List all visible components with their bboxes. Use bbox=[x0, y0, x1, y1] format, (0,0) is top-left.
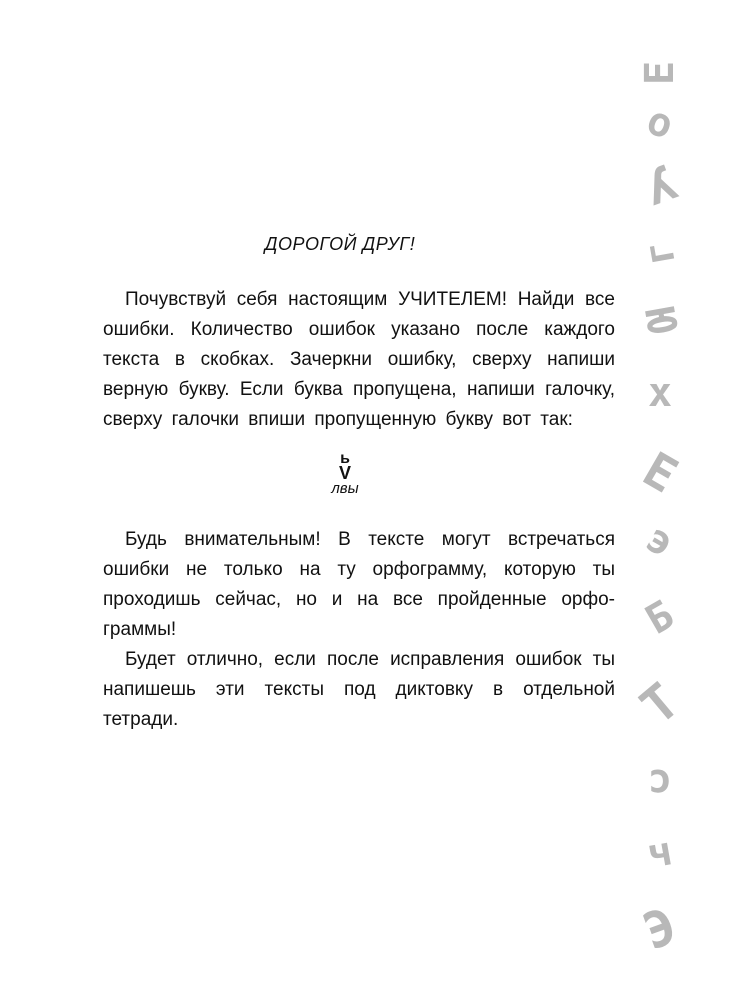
decorative-letter: Б bbox=[638, 592, 682, 644]
decorative-letter: Э bbox=[635, 896, 685, 962]
decorative-letter: Ю bbox=[635, 305, 685, 337]
decorative-letter: ч bbox=[644, 828, 676, 878]
decorative-letter: х bbox=[647, 370, 673, 416]
inserted-letter: ь bbox=[340, 450, 350, 467]
instructions-paragraph bbox=[103, 285, 615, 435]
decorative-letter: У bbox=[636, 151, 684, 215]
paragraph: Почувствуй себя настоящим УЧИТЕЛЕМ! Найди все ошибки. Количество ошибок указано после каждого текста в скобках. Зачеркни ошибку, сверху напиши верную букву. Если буква пропущена, напиши галочку, сверху галочки впиши пропущенную букву вот так: bbox=[103, 289, 615, 430]
decorative-letter: г bbox=[635, 237, 685, 269]
paragraph: Будет отлично, если после исправления ошибок ты напишешь эти тексты под диктовку в отдельной тетради. bbox=[103, 649, 615, 730]
page-title: ДОРОГОЙ ДРУГ! bbox=[264, 234, 416, 254]
decorative-letter: Е bbox=[637, 60, 683, 86]
decorative-letter: Е bbox=[633, 441, 687, 505]
decorative-letter: с bbox=[647, 760, 673, 806]
decorative-letter: Т bbox=[629, 672, 691, 736]
paragraph: Будь внимательным! В тексте могут встречаться ошибки не только на ту орфограмму, которую ты проходишь сейчас, но и на все пройденные орфо-граммы! bbox=[103, 529, 615, 640]
correction-example bbox=[310, 452, 380, 498]
advice-paragraphs bbox=[103, 525, 615, 735]
decorative-letter: о bbox=[640, 97, 680, 149]
decorative-letters bbox=[630, 0, 690, 1000]
check-mark-icon: V bbox=[338, 463, 351, 483]
decorative-letter: э bbox=[638, 515, 682, 567]
example-word: лвы bbox=[331, 480, 359, 497]
